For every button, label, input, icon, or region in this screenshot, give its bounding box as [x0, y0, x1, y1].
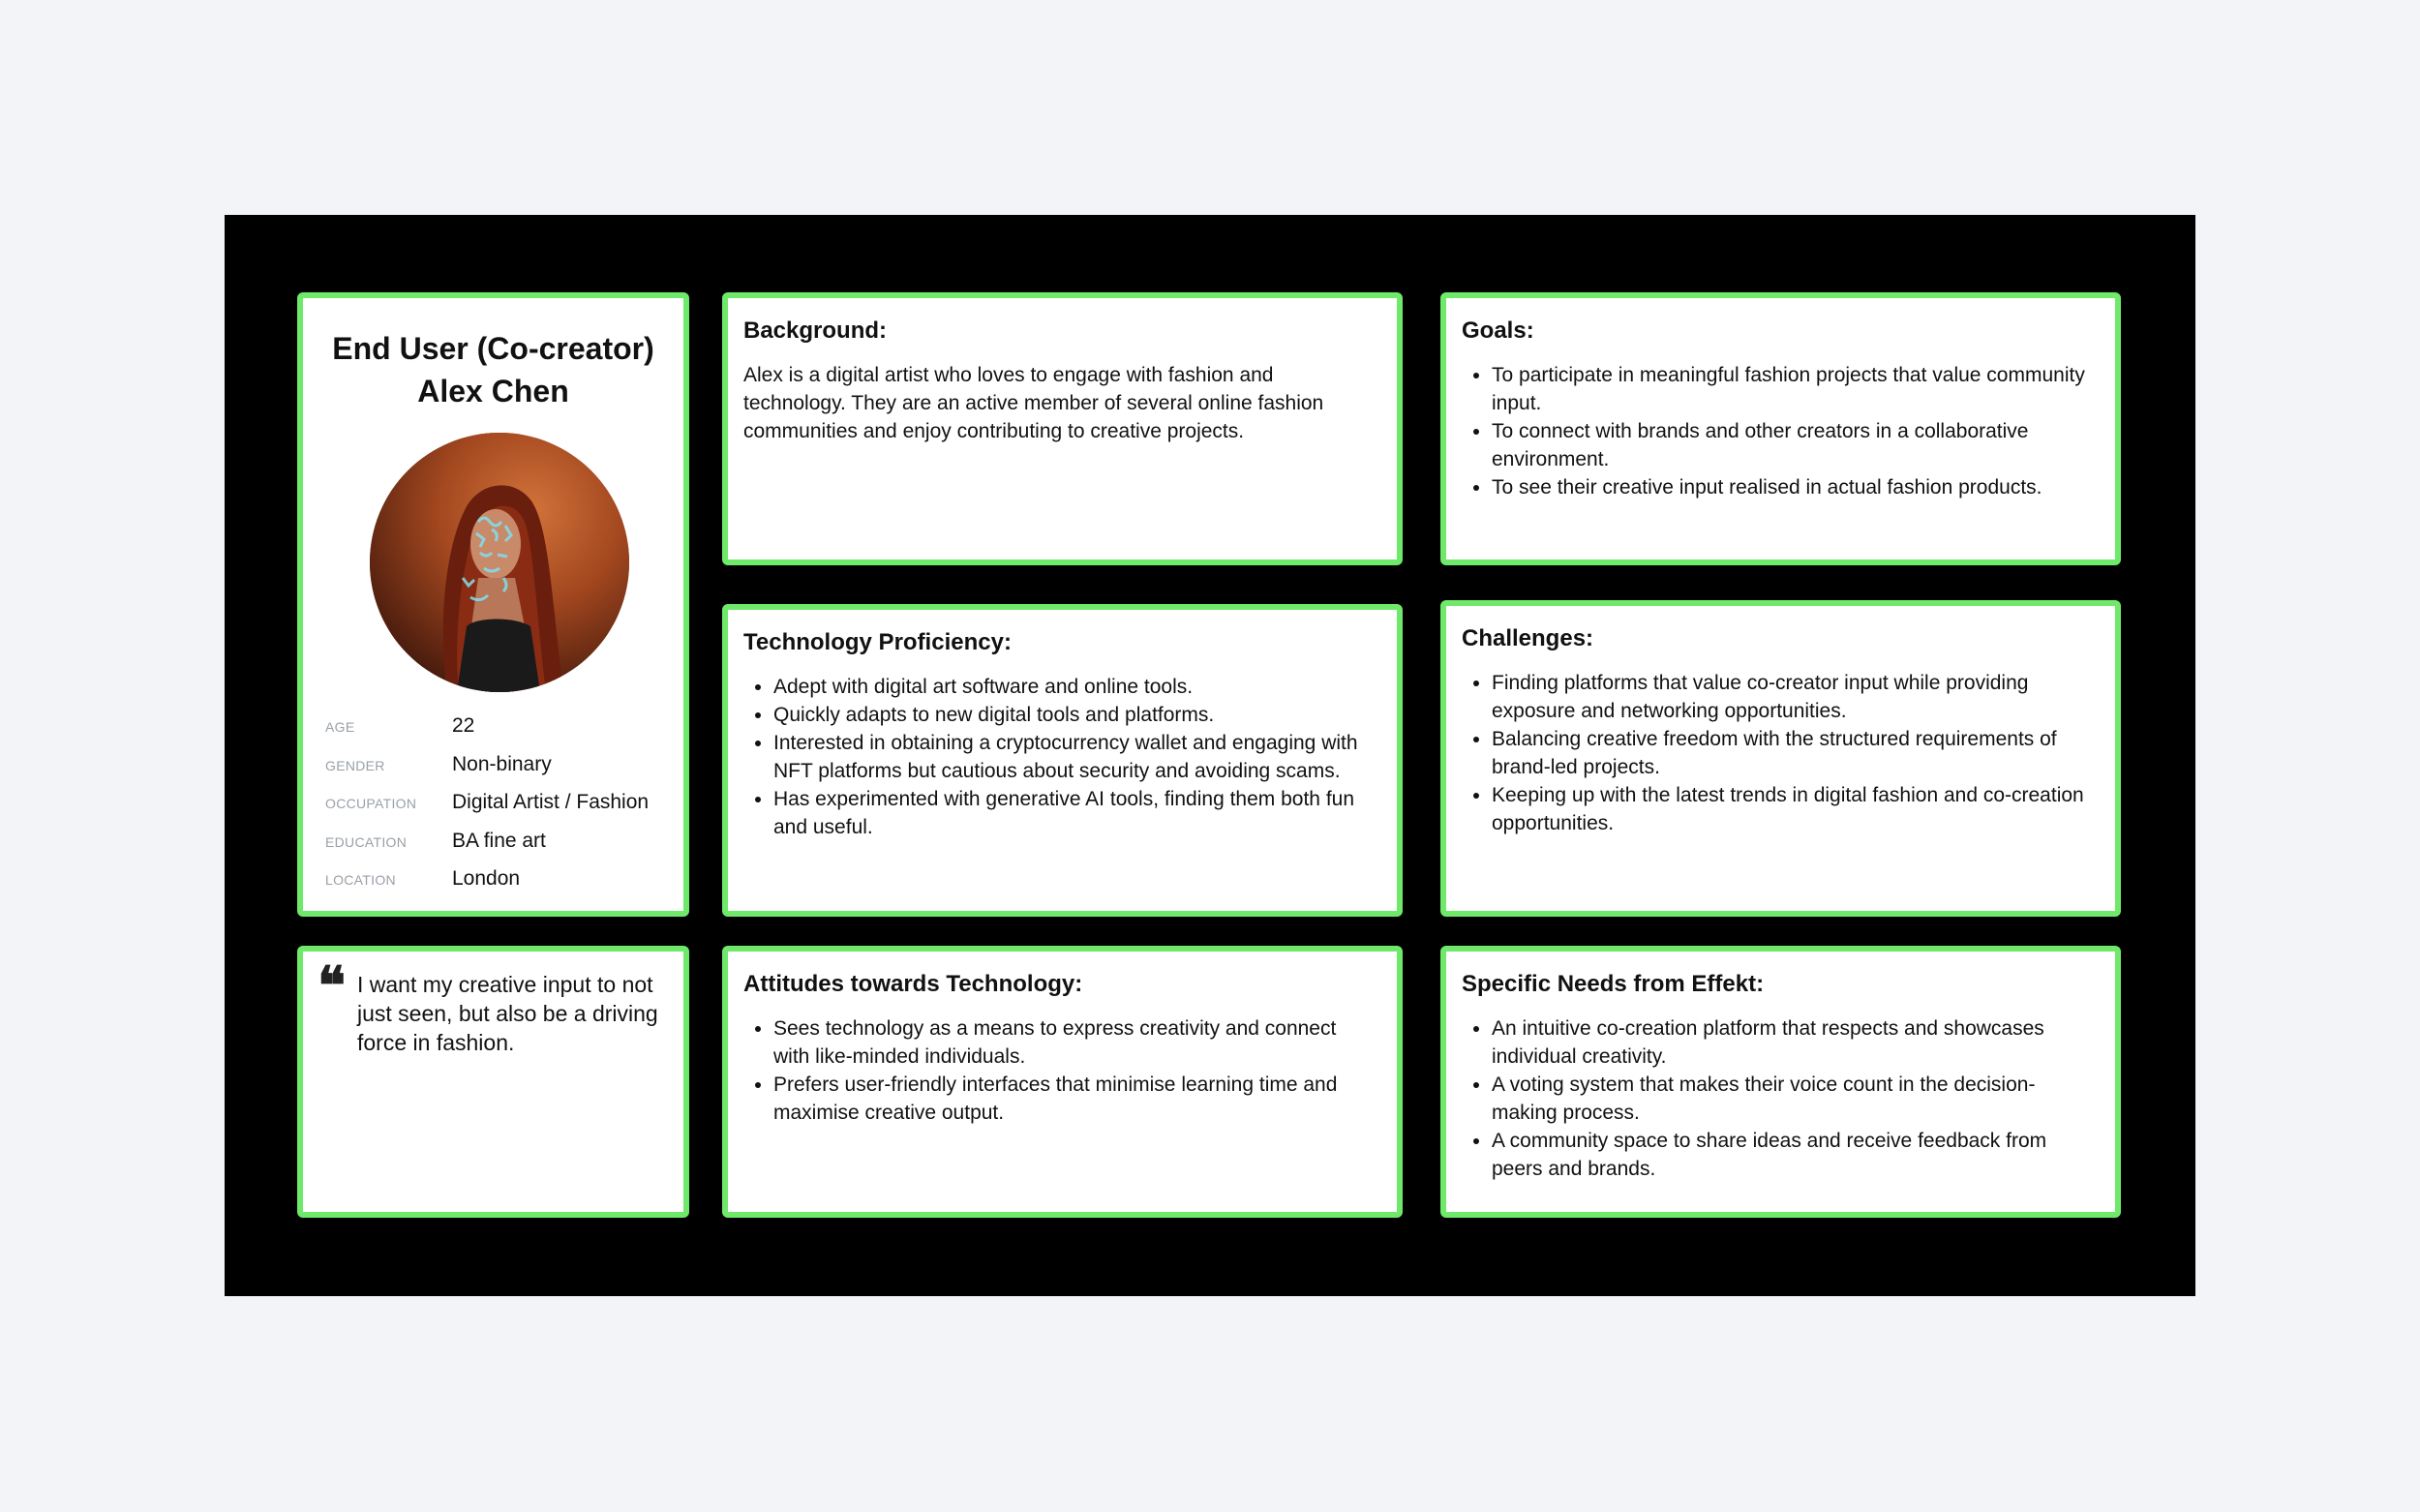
- list-item: • Quickly adapts to new digital tools and platforms.: [773, 701, 1370, 729]
- info-row-location: [325, 867, 674, 906]
- education-value: BA fine art: [452, 829, 546, 852]
- info-row-age: [325, 714, 674, 753]
- challenges-heading: Challenges:: [1462, 625, 1594, 651]
- attitudes-list: [743, 1014, 1370, 1127]
- gender-label: GENDER: [325, 757, 385, 773]
- background-text: Alex is a digital artist who loves to engage with fashion and technology. They are an active member of several online fashion communities and enjoy contributing to creative projects.: [743, 364, 1324, 442]
- profile-title: [303, 327, 683, 412]
- list-item: • Prefers user-friendly interfaces that minimise learning time and maximise creative output.: [773, 1071, 1370, 1127]
- list-item: • A community space to share ideas and receive feedback from peers and brands.: [1492, 1127, 2088, 1183]
- goals-heading: Goals:: [1462, 318, 1534, 344]
- background-card: [722, 292, 1403, 565]
- list-item: • To participate in meaningful fashion projects that value community input.: [1492, 361, 2088, 417]
- list-item: • To see their creative input realised in actual fashion products.: [1492, 473, 2088, 501]
- list-item: • Balancing creative freedom with the structured requirements of brand-led projects.: [1492, 725, 2088, 781]
- list-item: • A voting system that makes their voice count in the decision-making process.: [1492, 1071, 2088, 1127]
- list-item: • Adept with digital art software and online tools.: [773, 673, 1370, 701]
- profile-info: [325, 714, 674, 906]
- occupation-label: OCCUPATION: [325, 796, 417, 811]
- info-row-gender: [325, 753, 674, 792]
- list-item: • Finding platforms that value co-creator input while providing exposure and networking opportunities.: [1492, 669, 2088, 725]
- gender-value: Non-binary: [452, 752, 552, 775]
- goals-card: [1440, 292, 2121, 565]
- list-item: • Keeping up with the latest trends in digital fashion and co-creation opportunities.: [1492, 781, 2088, 837]
- list-item: • An intuitive co-creation platform that respects and showcases individual creativity.: [1492, 1014, 2088, 1071]
- tech-proficiency-list: [743, 673, 1370, 841]
- attitudes-card: [722, 946, 1403, 1218]
- age-label: AGE: [325, 719, 355, 735]
- attitudes-heading: Attitudes towards Technology:: [743, 971, 1083, 997]
- list-item: • To connect with brands and other creators in a collaborative environment.: [1492, 417, 2088, 473]
- challenges-card: [1440, 600, 2121, 917]
- education-label: EDUCATION: [325, 833, 408, 850]
- location-value: London: [452, 867, 521, 890]
- list-item: • Has experimented with generative AI tools, finding them both fun and useful.: [773, 785, 1370, 841]
- needs-card: [1440, 946, 2121, 1218]
- challenges-list: [1462, 669, 2088, 837]
- quote-card: [297, 946, 689, 1218]
- info-row-occupation: [325, 791, 674, 830]
- age-value: 22: [452, 714, 475, 737]
- avatar: [370, 433, 629, 692]
- avatar-portrait: [370, 433, 629, 692]
- info-row-education: [325, 830, 674, 868]
- needs-heading: Specific Needs from Effekt:: [1462, 971, 1765, 997]
- tech-proficiency-heading: Technology Proficiency:: [743, 629, 1012, 655]
- list-item: • Interested in obtaining a cryptocurrency wallet and engaging with NFT platforms but cautious about security and avoiding scams.: [773, 729, 1370, 785]
- persona-role: End User (Co-creator): [332, 331, 654, 366]
- list-item: • Sees technology as a means to express creativity and connect with like-minded individuals.: [773, 1014, 1370, 1071]
- tech-proficiency-card: [722, 604, 1403, 917]
- goals-list: [1462, 361, 2088, 501]
- background-heading: Background:: [743, 318, 888, 344]
- quote-icon: ❝: [318, 954, 347, 1016]
- profile-card: [297, 292, 689, 917]
- quote-text: I want my creative input to not just seen, but also be a driving force in fashion.: [357, 972, 658, 1055]
- needs-list: [1462, 1014, 2088, 1183]
- persona-name: Alex Chen: [417, 374, 569, 408]
- occupation-value: Digital Artist / Fashion: [452, 791, 650, 813]
- location-label: LOCATION: [325, 872, 396, 888]
